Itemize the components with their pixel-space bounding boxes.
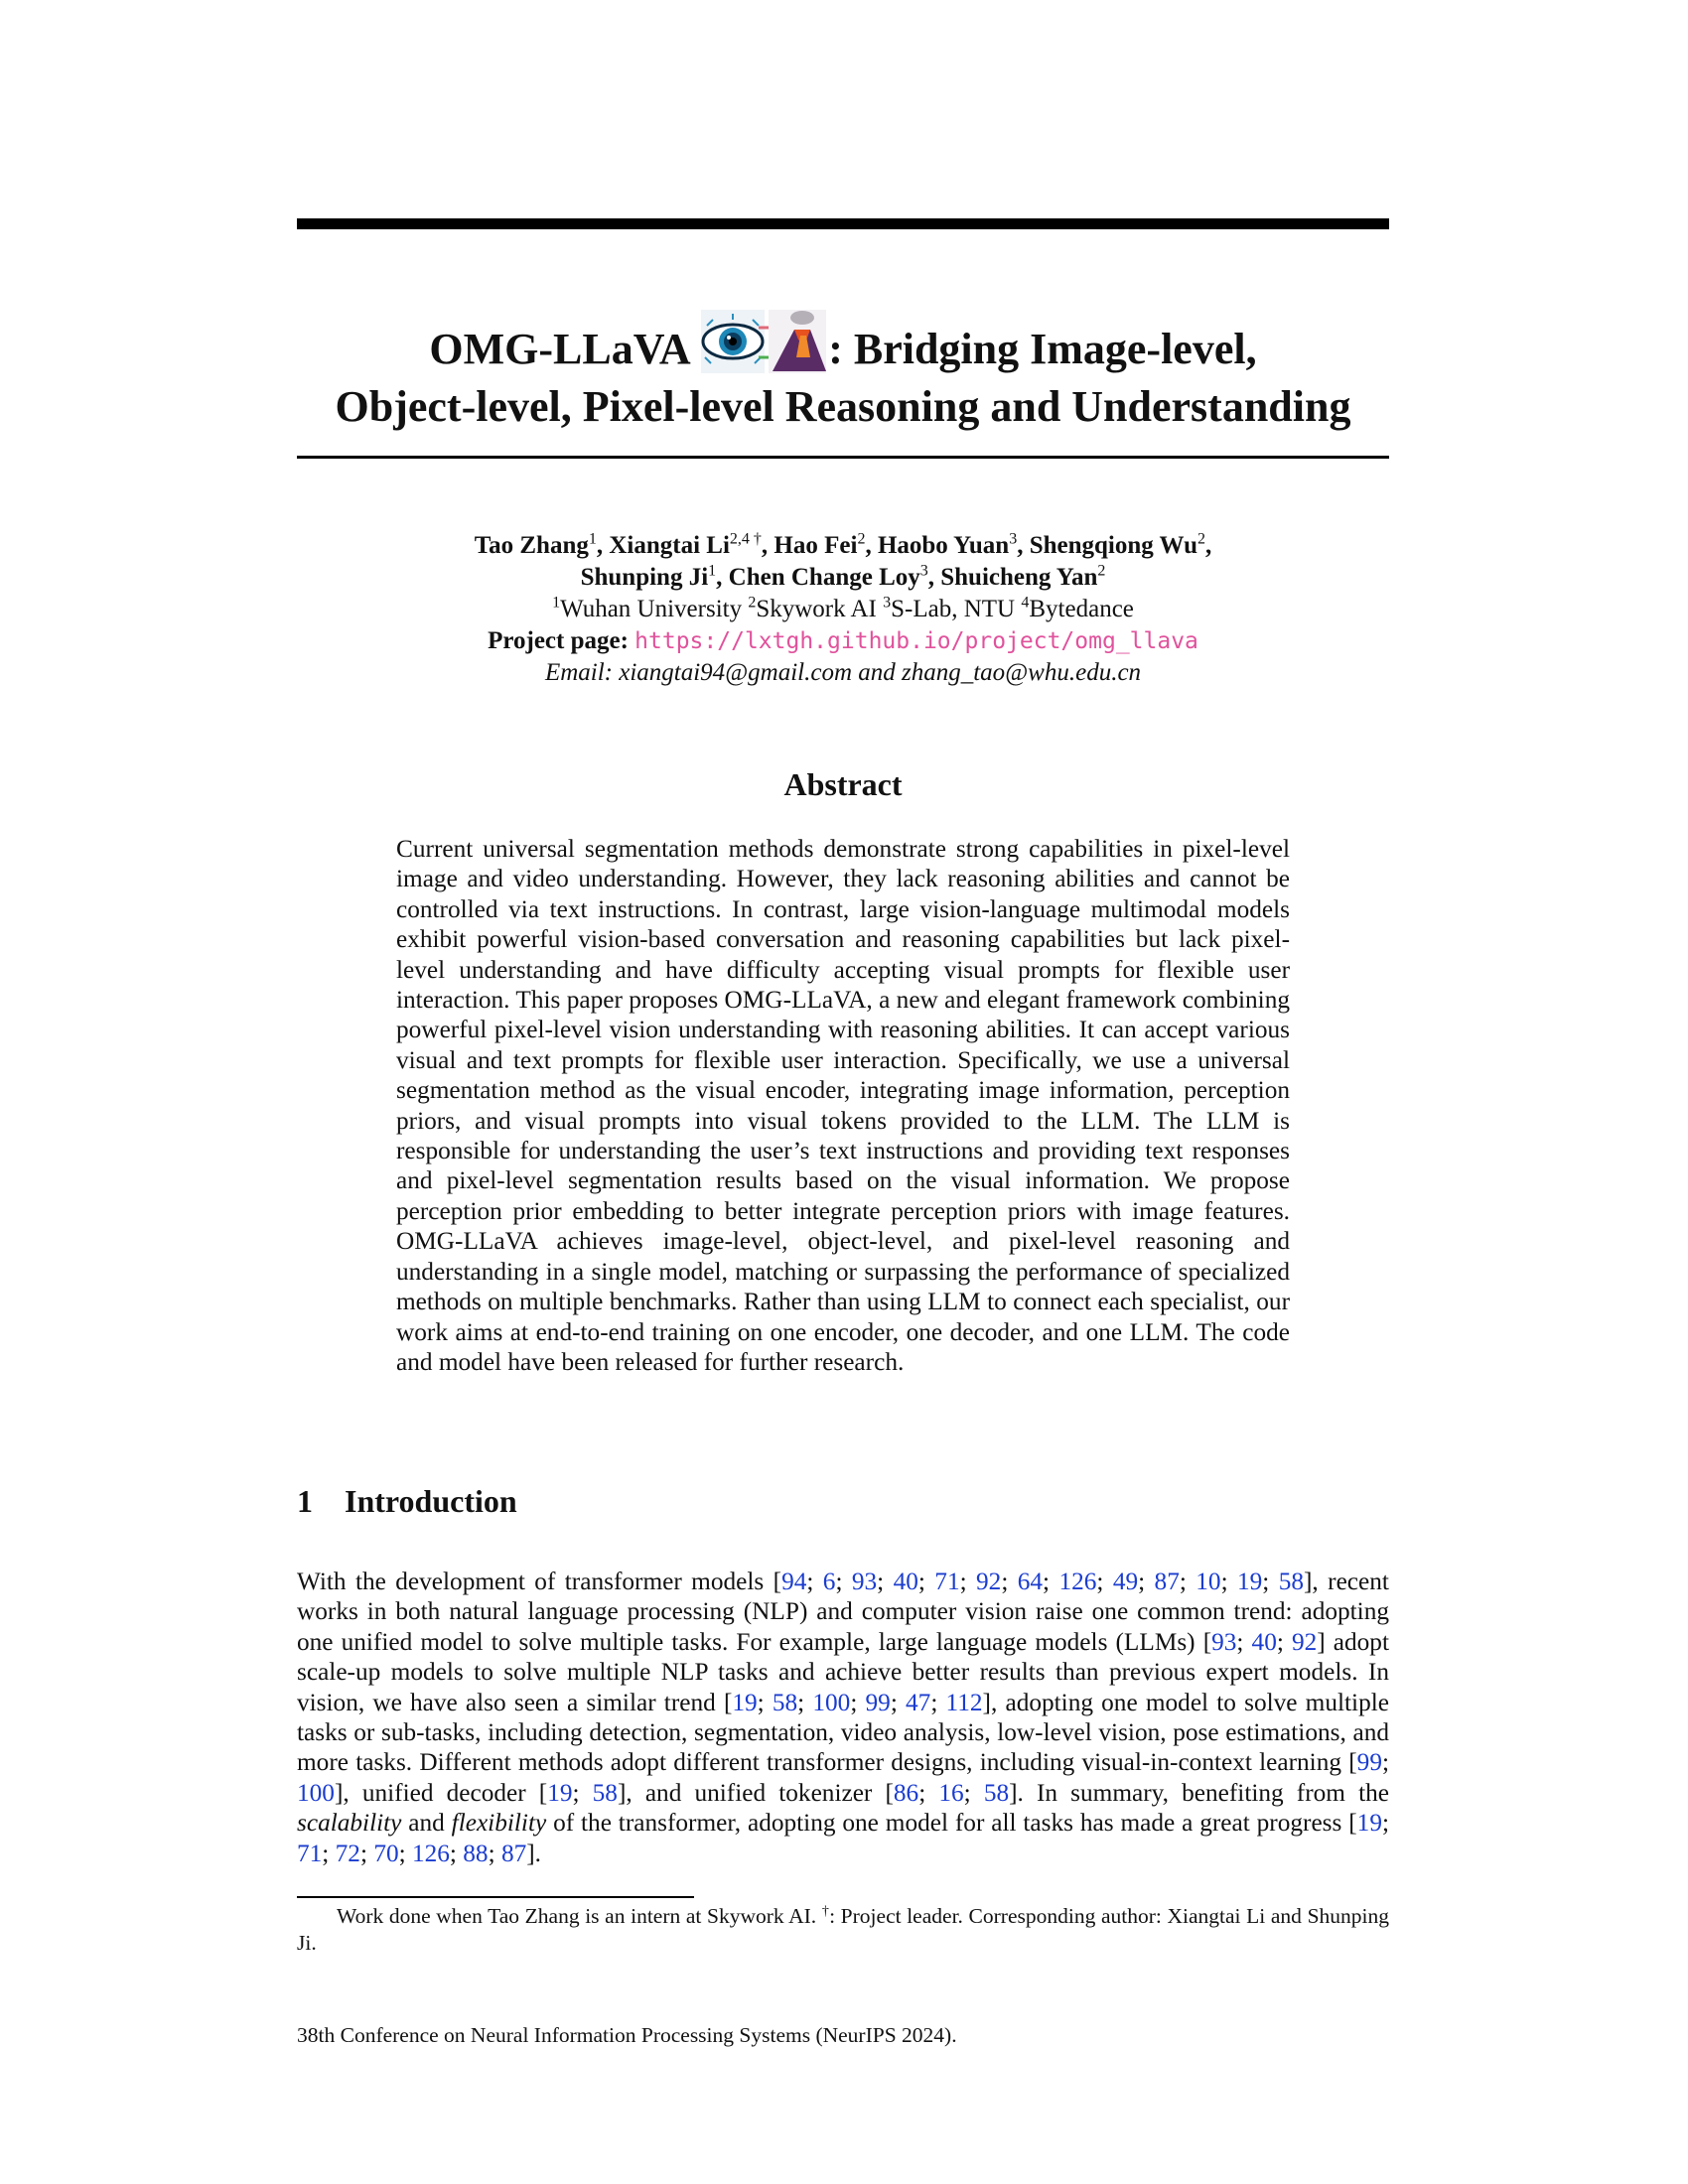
citation-link[interactable]: 72 xyxy=(335,1839,360,1867)
citation-link[interactable]: 88 xyxy=(463,1839,489,1867)
intro-text: ; xyxy=(1001,1568,1018,1595)
intro-text: ; xyxy=(322,1839,336,1867)
citation-link[interactable]: 93 xyxy=(1211,1627,1237,1656)
citation-link[interactable]: 58 xyxy=(592,1778,618,1807)
intro-text: ]. xyxy=(526,1839,541,1867)
intro-text: ; xyxy=(1262,1568,1279,1595)
eye-icon xyxy=(701,310,765,373)
emphasis-text: scalability xyxy=(297,1809,402,1838)
citation-link[interactable]: 100 xyxy=(812,1688,851,1716)
citation-link[interactable]: 19 xyxy=(1236,1568,1263,1595)
affiliations: $^1$Wuhan University $^2$Skywork AI $^3$S-Lab, NTU $^4$Bytedance xyxy=(552,594,1134,622)
intro-text: ], adopting one model to solve multiple tasks or sub-tasks, including detection, segmentation, video analysis, low-level vision, pose estimations, and more tasks. Different methods adopt different transformer designs, including visual-in-context learning [ xyxy=(297,1688,1389,1777)
intro-text: and xyxy=(401,1809,452,1838)
citation-link[interactable]: 99 xyxy=(865,1688,891,1716)
intro-text: ; xyxy=(797,1688,813,1716)
intro-text: ; xyxy=(1043,1568,1059,1595)
citation-link[interactable]: 49 xyxy=(1112,1568,1139,1595)
citation-link[interactable]: 100 xyxy=(297,1778,335,1807)
intro-text: ; xyxy=(359,1839,374,1867)
author: Hao Fei$^2$, xyxy=(774,530,878,559)
footnote-mark: † xyxy=(821,1903,830,1919)
intro-text: of the transformer, adopting one model for all tasks has made a great progress [ xyxy=(546,1809,1357,1838)
intro-text: ; xyxy=(572,1778,593,1807)
author: Haobo Yuan$^3$, xyxy=(877,530,1030,559)
intro-text: ; xyxy=(850,1688,866,1716)
section-heading xyxy=(297,1483,517,1520)
intro-text: ], recent works in both natural language processing (NLP) and computer vision raise one common trend: adopting one unified model to solve multiple tasks. For example, large language models (LLMs) [ xyxy=(297,1568,1389,1656)
citation-link[interactable]: 47 xyxy=(906,1688,931,1716)
citation-link[interactable]: 71 xyxy=(297,1839,323,1867)
intro-text: ] adopt scale-up models to solve multiple NLP tasks and achieve better results than previous expert models. In vision, we have also seen a similar trend [ xyxy=(297,1627,1389,1716)
intro-text: ; xyxy=(959,1568,977,1595)
citation-link[interactable]: 16 xyxy=(938,1778,964,1807)
intro-text: ; xyxy=(488,1839,501,1867)
intro-text: ; xyxy=(1381,1809,1389,1838)
citation-link[interactable]: 112 xyxy=(945,1688,983,1716)
intro-text: ; xyxy=(1138,1568,1155,1595)
citation-link[interactable]: 10 xyxy=(1196,1568,1221,1595)
citation-link[interactable]: 40 xyxy=(1251,1627,1277,1656)
citation-link[interactable]: 87 xyxy=(500,1839,527,1867)
citation-link[interactable]: 19 xyxy=(1356,1809,1382,1838)
intro-text: ; xyxy=(1276,1627,1292,1656)
email-line: Email: xiangtai94@gmail.com and zhang_tao@whu.edu.cn xyxy=(544,659,1142,686)
intro-text: ; xyxy=(1096,1568,1113,1595)
intro-text: With the development of transformer models [ xyxy=(297,1568,782,1595)
citation-link[interactable]: 40 xyxy=(893,1568,918,1595)
intro-text: ; xyxy=(877,1568,894,1595)
citation-link[interactable]: 6 xyxy=(822,1568,836,1595)
footnote-rule xyxy=(297,1896,694,1898)
volcano-icon xyxy=(769,310,826,373)
author: Chen Change Loy$^3$, xyxy=(728,562,941,591)
footnote: Work done when Tao Zhang is an intern at Skywork AI. †: Project leader. Corresponding author: Xiangtai Li and Shunping Ji. xyxy=(297,1903,1389,1955)
intro-text: ; xyxy=(1179,1568,1196,1595)
intro-text: ; xyxy=(398,1839,412,1867)
citation-link[interactable]: 58 xyxy=(1278,1568,1304,1595)
emphasis-text: flexibility xyxy=(451,1809,547,1838)
intro-text: ; xyxy=(1236,1627,1252,1656)
citation-link[interactable]: 126 xyxy=(1058,1568,1097,1595)
intro-text: ; xyxy=(757,1688,773,1716)
intro-text: ; xyxy=(1381,1748,1389,1777)
citation-link[interactable]: 64 xyxy=(1017,1568,1044,1595)
title-rule xyxy=(297,456,1389,459)
citation-link[interactable]: 58 xyxy=(772,1688,798,1716)
author: Tao Zhang$^1$, xyxy=(474,530,610,559)
abstract-heading: Abstract xyxy=(783,766,903,802)
citation-link[interactable]: 19 xyxy=(547,1778,573,1807)
intro-text: ]. In summary, benefiting from the xyxy=(1009,1778,1389,1807)
author: Shuicheng Yan$^2$ xyxy=(940,562,1106,591)
intro-text: ; xyxy=(930,1688,946,1716)
citation-link[interactable]: 87 xyxy=(1154,1568,1180,1595)
section-number: 1 xyxy=(297,1483,313,1519)
project-page-link[interactable]: https://lxtgh.github.io/project/omg_llava xyxy=(634,628,1198,654)
citation-link[interactable]: 94 xyxy=(781,1568,807,1595)
author-block xyxy=(297,530,1389,689)
intro-text: ; xyxy=(449,1839,464,1867)
title-subtitle: : Bridging Image-level, xyxy=(828,325,1257,373)
intro-text: ; xyxy=(1220,1568,1237,1595)
intro-text: ; xyxy=(963,1778,984,1807)
citation-link[interactable]: 92 xyxy=(976,1568,1002,1595)
citation-link[interactable]: 86 xyxy=(893,1778,919,1807)
project-page xyxy=(297,625,1389,657)
top-rule xyxy=(297,218,1389,229)
intro-text: ], unified decoder [ xyxy=(334,1778,548,1807)
project-page-label: Project page: xyxy=(488,627,629,654)
intro-text: ; xyxy=(806,1568,823,1595)
author: Shengqiong Wu$^2$, xyxy=(1029,530,1212,559)
author: Xiangtai Li$^{2,4}$ †, xyxy=(609,530,774,559)
venue-line: 38th Conference on Neural Information Processing Systems (NeurIPS 2024). xyxy=(297,2023,957,2047)
intro-text: ; xyxy=(890,1688,907,1716)
intro-text: ; xyxy=(917,1568,935,1595)
intro-text: ; xyxy=(835,1568,852,1595)
abstract-body: Current universal segmentation methods demonstrate strong capabilities in pixel-level image and video understanding. However, they lack reasoning abilities and cannot be controlled via text instructions. In contrast, large vision-language multimodal models exhibit powerful vision-based conversation and reasoning capabilities but lack pixel-level understanding and have difficulty accepting visual prompts for flexible user interaction. This paper proposes OMG-LLaVA, a new and elegant framework combining powerful pixel-level vision understanding with reasoning abilities. It can accept various visual and text prompts for flexible user interaction. Specifically, we use a universal segmentation method as the visual encoder, integrating image information, perception priors, and visual prompts into visual tokens provided to the LLM. The LLM is responsible for understanding the user’s text instructions and providing text responses and pixel-level segmentation results based on the visual information. We propose perception prior embedding to better integrate perception priors with image features. OMG-LLaVA achieves image-level, object-level, and pixel-level reasoning and understanding in a single model, matching or surpassing the performance of specialized methods on multiple benchmarks. Rather than using LLM to connect each specialist, our work aims at end-to-end training on one encoder, one decoder, and one LLM. The code and model have been released for further research. xyxy=(396,835,1290,1376)
citation-link[interactable]: 70 xyxy=(373,1839,399,1867)
section-title: Introduction xyxy=(345,1483,517,1519)
paper-title xyxy=(297,306,1389,436)
citation-link[interactable]: 126 xyxy=(411,1839,450,1867)
citation-link[interactable]: 71 xyxy=(934,1568,960,1595)
citation-link[interactable]: 19 xyxy=(732,1688,758,1716)
title-name: OMG-LLaVA xyxy=(429,325,689,373)
intro-text: ; xyxy=(918,1778,939,1807)
intro-text: ], and unified tokenizer [ xyxy=(617,1778,894,1807)
citation-link[interactable]: 99 xyxy=(1356,1748,1382,1777)
introduction-paragraph xyxy=(297,1567,1389,1868)
author-names xyxy=(297,530,1389,594)
citation-link[interactable]: 92 xyxy=(1291,1627,1318,1656)
title-line-2: Object-level, Pixel-level Reasoning and Understanding xyxy=(335,382,1351,431)
omg-llava-logo xyxy=(699,306,828,377)
citation-link[interactable]: 58 xyxy=(983,1778,1010,1807)
author: Shunping Ji$^1$, xyxy=(580,562,729,591)
citation-link[interactable]: 93 xyxy=(851,1568,878,1595)
